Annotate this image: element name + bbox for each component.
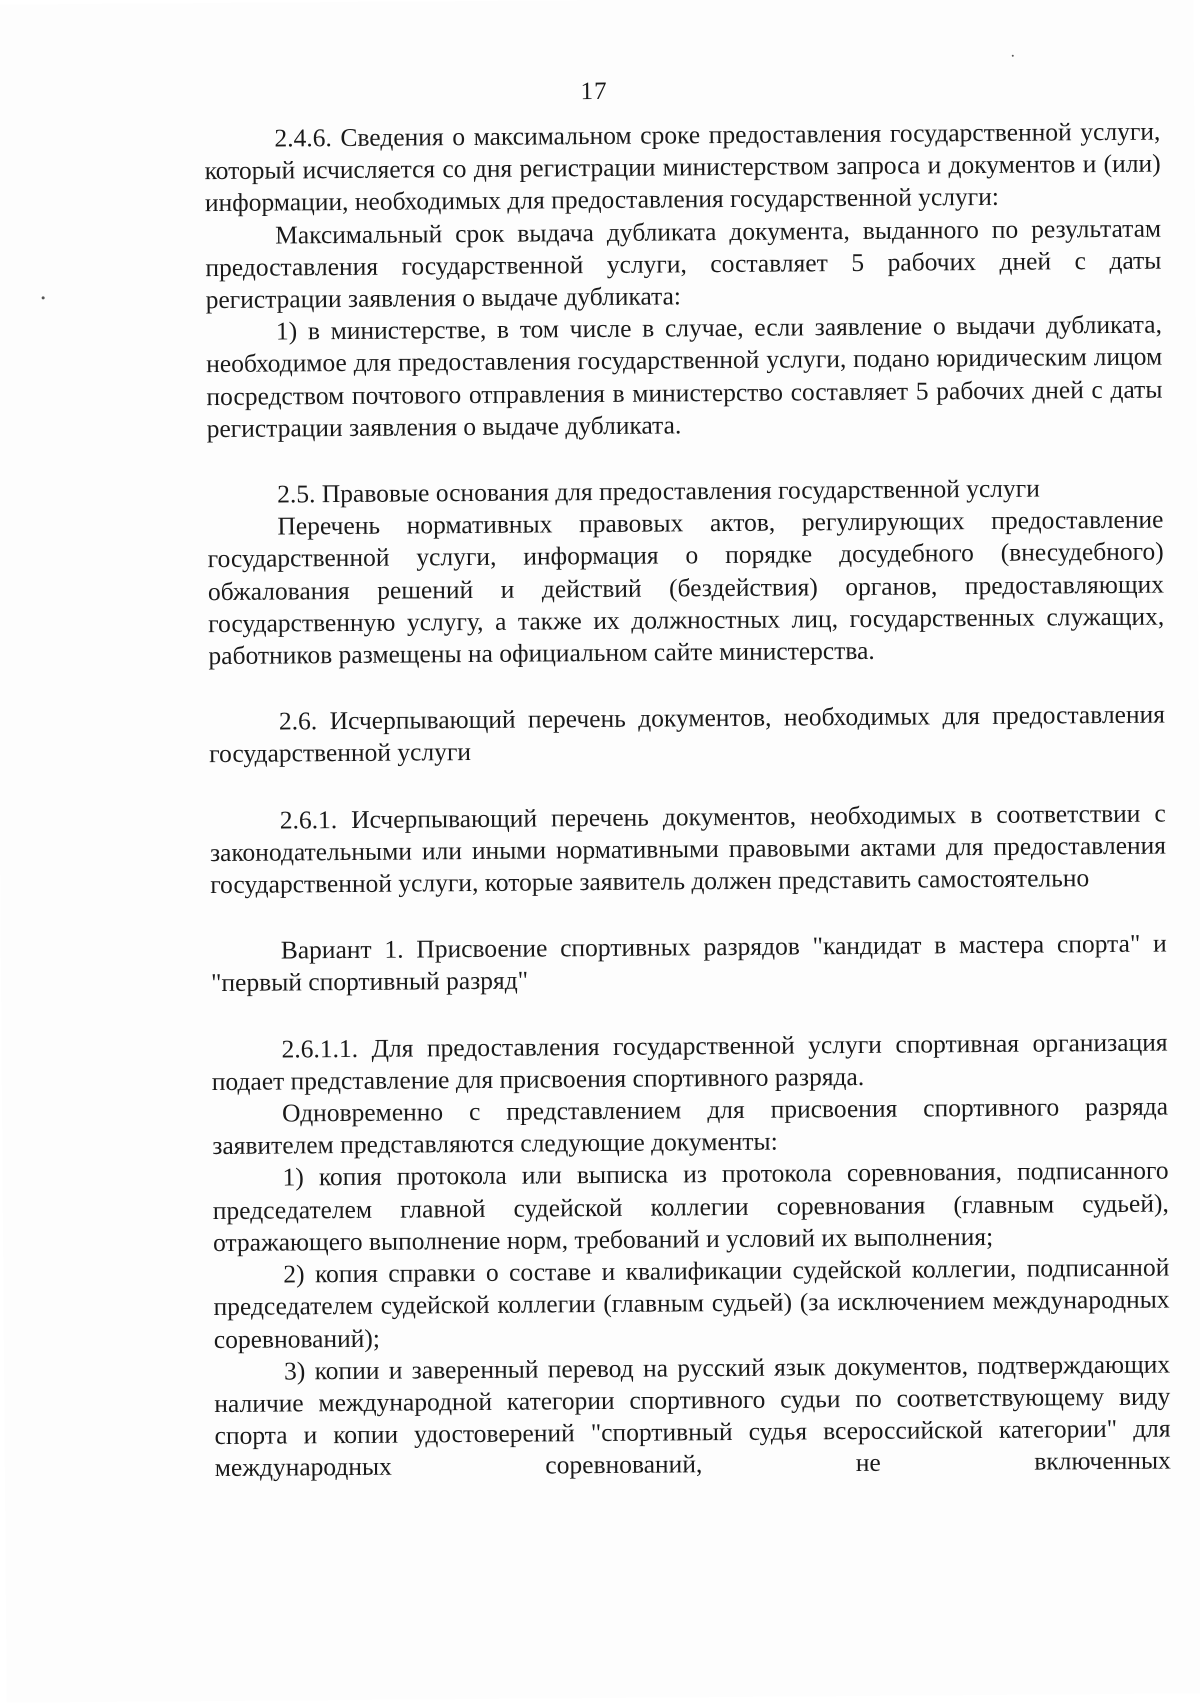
list-item-2: 2) копия справки о составе и квалификации судейской коллегии, подписанной председателем судейской коллегии (главным судьей) (за исключением международных соревнований); — [213, 1252, 1170, 1354]
paragraph-2-4-6-heading: 2.4.6. Сведения о максимальном сроке предоставления государственной услуги, который исчисляется со дня регистрации министерством запроса и документов и (или) информации, необходимых для предоставления государственной услуги: — [204, 116, 1161, 218]
list-item-1: 1) копия протокола или выписка из протокола соревнования, подписанного председателем главной судейской коллегии соревнования (главным судьей), отражающего выполнение норм, требований и условий их выполнения; — [212, 1156, 1169, 1257]
section-2-5-heading: 2.5. Правовые основания для предоставления государственной услуги — [277, 473, 1040, 509]
list-item-3: 3) копии и заверенный перевод на русский язык документов, подтверждающих наличие международной категории спортивного судьи по соответствующему виду спорта и копии удостоверений "спортивный судья всероссийской категории" для международных соревнований, не включенных — [214, 1349, 1171, 1483]
paragraph-2-6-1-1: 2.6.1.1. Для предоставления государственной услуги спортивная организация подает представление для присвоения спортивного разряда. — [211, 1027, 1168, 1096]
scan-speck — [1012, 55, 1014, 57]
paragraph-max-term: Максимальный срок выдача дубликата документа, выданного по результатам предоставления государственной услуги, составляет 5 рабочих дней с даты регистрации заявления о выдаче дубликата: — [205, 213, 1162, 315]
paragraph-ministry-term: 1) в министерстве, в том числе в случае, если заявление о выдачи дубликата, необходимое для предоставления государственной услуги, подано юридическим лицом посредством почтового отправления в министерство составляет 5 рабочих дней с даты регистрации заявления о выдаче дубликата. — [206, 309, 1163, 443]
section-2-6-1-heading: 2.6.1. Исчерпывающий перечень документов, необходимых в соответствии с законодательными или иными нормативными правовыми актами для предоставления государственной услуги, которые заявитель должен представить самостоятельно — [209, 798, 1167, 900]
page-number: 17 — [580, 77, 608, 106]
document-body — [204, 116, 1171, 1485]
paragraph-documents-intro: Одновременно с представлением для присвоения спортивного разряда заявителем представляются следующие документы: — [212, 1091, 1169, 1161]
scan-speck — [42, 296, 45, 299]
paragraph-legal-acts: Перечень нормативных правовых актов, регулирующих предоставление государственной услуги, информация о порядке досудебного (внесудебного) обжалования решений и действий (бездействия) органов, предоставляющих государственную услугу, а также их должностных лиц, государственных служащих, работников размещены на официальном сайте министерства. — [207, 504, 1165, 671]
section-2-6-heading: 2.6. Исчерпывающий перечень документов, необходимых для предоставления государственной услуги — [209, 699, 1166, 769]
variant-1-heading: Вариант 1. Присвоение спортивных разрядов "кандидат в мастера спорта" и "первый спортивный разряд" — [210, 928, 1167, 998]
